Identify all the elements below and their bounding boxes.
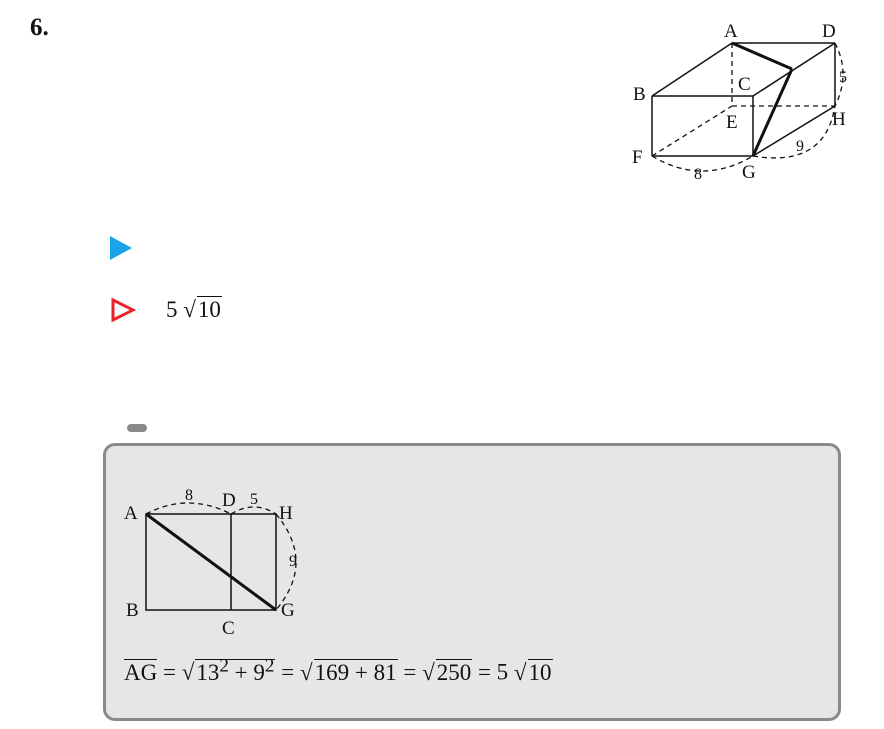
formula-81: 81	[373, 659, 397, 685]
label-A: A	[724, 21, 738, 42]
edge-CD	[753, 43, 835, 96]
unfolded-net-figure	[118, 480, 318, 640]
net-dim-8: 8	[185, 487, 193, 504]
formula-eq-2: =	[281, 659, 295, 685]
correct-answer-value	[166, 297, 222, 323]
shortest-path-AG	[146, 514, 276, 610]
answer-input-row	[110, 236, 172, 260]
question-line-3	[104, 86, 604, 124]
question-number: 6.	[30, 14, 49, 41]
question-text	[104, 10, 604, 124]
label-B: B	[633, 84, 646, 105]
formula-9: 9	[253, 659, 265, 685]
label-G: G	[742, 162, 756, 183]
formula-sqrt-2: √169 + 81	[299, 659, 397, 685]
net-dim-9: 9	[289, 553, 297, 570]
formula-eq-3: =	[403, 659, 417, 685]
dim-8: 8	[694, 166, 702, 183]
question-line-1	[104, 10, 604, 48]
dim-5: 5	[839, 69, 847, 86]
formula-eq-4: =	[477, 659, 491, 685]
net-label-A: A	[124, 503, 138, 524]
outline-triangle-icon	[110, 297, 136, 323]
net-label-B: B	[126, 600, 139, 621]
label-F: F	[632, 147, 643, 168]
dim-9: 9	[796, 138, 804, 155]
answer-sqrt: √10	[183, 297, 221, 322]
formula-sqrt-1: $√13^2 + 9^2$	[181, 655, 275, 685]
net-label-C: C	[222, 618, 235, 639]
play-triangle-icon	[110, 236, 132, 260]
formula-coef: 5	[496, 659, 509, 685]
solution-formula	[124, 655, 553, 686]
formula-sqrt-4: √10	[513, 659, 552, 685]
label-E: E	[726, 112, 738, 133]
formula-sqrt-3: √250	[422, 659, 472, 685]
path-A-to-CD	[732, 43, 792, 69]
box-3d-figure	[620, 18, 860, 193]
formula-plus-1: +	[234, 659, 248, 685]
edge-BA	[652, 43, 732, 96]
answer-coef: 5	[166, 297, 178, 322]
label-C: C	[738, 74, 751, 95]
label-D: D	[822, 21, 836, 42]
formula-10: 10	[528, 659, 552, 685]
dim-arc-FG	[652, 156, 753, 171]
net-label-G: G	[281, 600, 295, 621]
formula-plus-2: +	[354, 659, 368, 685]
label-H: H	[832, 109, 846, 130]
net-label-D: D	[222, 490, 236, 511]
formula-eq-1: =	[162, 659, 176, 685]
formula-sup-2: 2	[264, 655, 275, 676]
formula-lhs: AG	[124, 659, 158, 685]
formula-250: 250	[436, 659, 472, 685]
net-arc-DH	[231, 507, 276, 514]
correct-answer-row	[110, 297, 222, 323]
path-CD-to-G	[753, 69, 792, 156]
answer-radicand: 10	[197, 297, 221, 322]
net-arc-AD	[146, 503, 231, 514]
question-line-2	[104, 48, 604, 86]
formula-169: 169	[314, 659, 350, 685]
formula-sup-1: 2	[219, 655, 229, 676]
net-label-H: H	[279, 503, 293, 524]
solution-tag	[127, 424, 147, 432]
hidden-edge-FE	[652, 106, 732, 156]
formula-13: 13	[196, 659, 220, 685]
net-dim-5: 5	[250, 491, 258, 508]
